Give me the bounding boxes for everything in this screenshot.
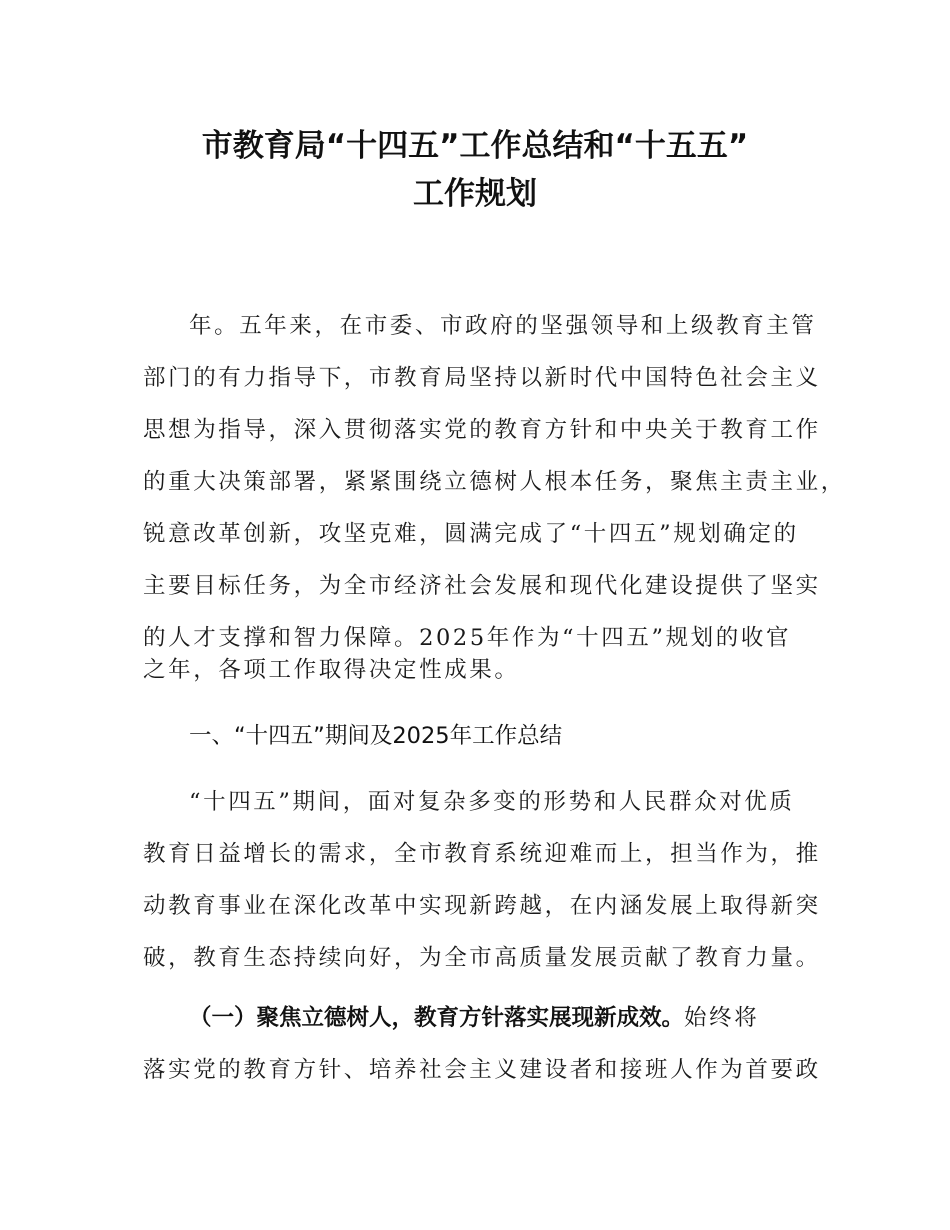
section1-line: 教育日益增长的需求，全市教育系统迎难而上，担当作为，推 [143, 841, 821, 867]
section1-line: 破，教育生态持续向好，为全市高质量发展贡献了教育力量。 [143, 945, 821, 971]
intro-line: 的重大决策部署，紧紧围绕立德树人根本任务，聚焦主责主业， [143, 469, 846, 495]
subsection1-heading: （一）聚焦立德树人，教育方针落实展现新成效。 [189, 1005, 685, 1031]
subsection1-line-2: 落实党的教育方针、培养社会主义建设者和接班人作为首要政 [143, 1057, 821, 1083]
intro-line: 部门的有力指导下，市教育局坚持以新时代中国特色社会主义 [143, 365, 821, 391]
intro-line: 年。五年来，在市委、市政府的坚强领导和上级教育主管 [189, 313, 817, 339]
subsection1-text: 始终将 [684, 1005, 760, 1031]
document-title-line-1: 市教育局“十四五”工作总结和“十五五” [201, 128, 749, 164]
intro-line: 之年，各项工作取得决定性成果。 [143, 657, 520, 683]
intro-line: 的人才支撑和智力保障。2025年作为“十四五”规划的收官 [143, 625, 792, 651]
section-heading-1: 一、“十四五”期间及2025年工作总结 [189, 723, 563, 749]
intro-line: 思想为指导，深入贯彻落实党的教育方针和中央关于教育工作 [143, 417, 821, 443]
section1-line: 动教育事业在深化改革中实现新跨越，在内涵发展上取得新突 [143, 893, 821, 919]
intro-line: 锐意改革创新，攻坚克难，圆满完成了“十四五”规划确定的 [143, 521, 799, 547]
document-title-line-2: 工作规划 [413, 176, 537, 212]
section1-line: “十四五”期间，面对复杂多变的形势和人民群众对优质 [189, 789, 795, 815]
intro-line: 主要目标任务，为全市经济社会发展和现代化建设提供了坚实 [143, 573, 821, 599]
subsection1-line-1 [189, 1003, 869, 1033]
